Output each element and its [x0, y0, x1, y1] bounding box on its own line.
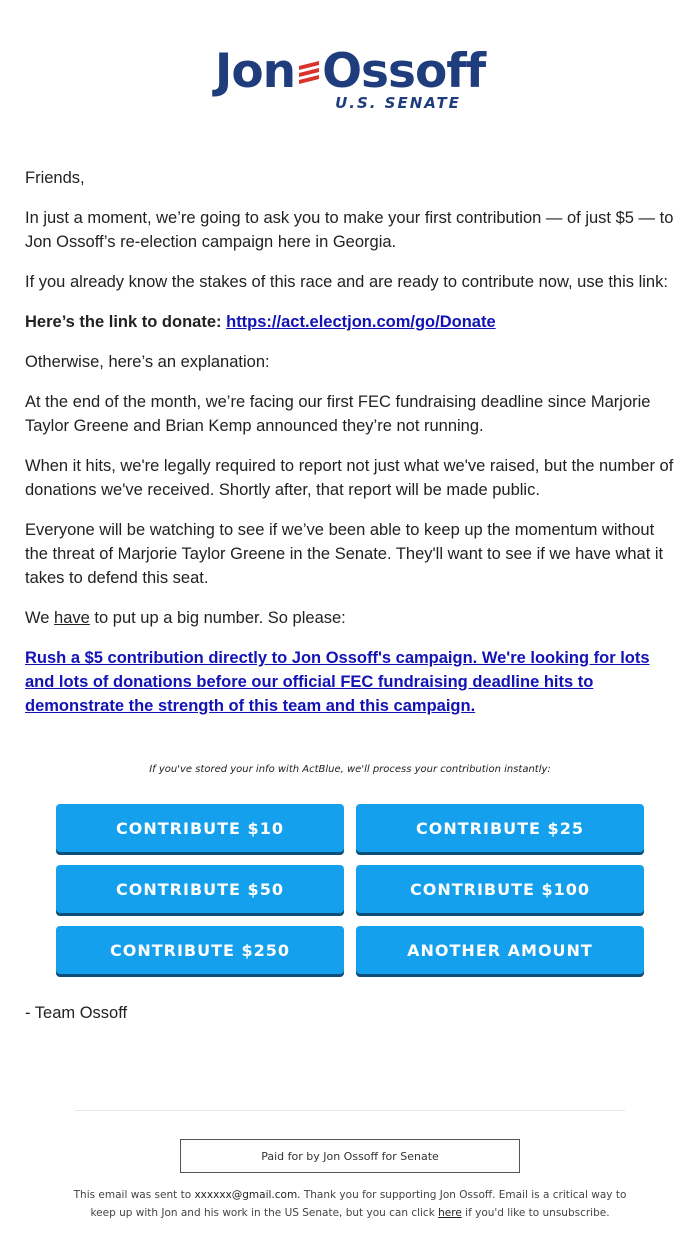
contribute-100-button[interactable]: CONTRIBUTE $100 [356, 865, 644, 913]
logo-first-name: Jon [214, 44, 296, 99]
email-body [25, 166, 677, 734]
footer-divider [75, 1110, 625, 1111]
paragraph-explanation: Otherwise, here’s an explanation: [25, 353, 270, 371]
paragraph-big-number [25, 606, 677, 630]
big-number-pre: We [25, 609, 50, 627]
contribute-250-button[interactable]: CONTRIBUTE $250 [56, 926, 344, 974]
paragraph-intro: In just a moment, we’re going to ask you to make your first contribution — of just $5 — to Jon Ossoff’s re-election campaign here in Georgia. [25, 209, 674, 251]
contribution-buttons [56, 804, 644, 974]
logo-wordmark [215, 44, 485, 100]
logo-subtitle: U.S. SENATE [335, 94, 461, 112]
rush-paragraph [25, 646, 677, 718]
donate-label: Here’s the link to donate: [25, 313, 222, 331]
paragraph-report: When it hits, we're legally required to report not just what we've raised, but the number of donations we've received. Shortly after, that report will be made public. [25, 457, 674, 499]
footer-text [70, 1186, 630, 1222]
actblue-note: If you've stored your info with ActBlue, we'll process your contribution instantly: [149, 764, 551, 775]
donate-link[interactable]: https://act.electjon.com/go/Donate [226, 313, 496, 331]
unsubscribe-link[interactable]: here [438, 1207, 462, 1219]
footer-text-mid: Thank you for supporting Jon Ossoff. Email is a critical way to keep up with Jon and his work in the US Senate, but you can click [90, 1189, 627, 1219]
contribute-25-button[interactable]: CONTRIBUTE $25 [356, 804, 644, 852]
greeting: Friends, [25, 169, 85, 187]
footer-text-pre: This email was sent to [73, 1189, 192, 1201]
campaign-logo [0, 44, 700, 112]
flag-stripes-icon [297, 57, 321, 87]
rush-contribution-link[interactable]: Rush a $5 contribution directly to Jon Ossoff's campaign. We're looking for lots and lots of donations before our official FEC fundraising deadline hits to demonstrate the strength of this team and this campaign. [25, 649, 650, 715]
footer-text-post: if you'd like to unsubscribe. [465, 1207, 610, 1219]
paragraph-momentum: Everyone will be watching to see if we’ve been able to keep up the momentum without the threat of Marjorie Taylor Greene in the Senate. They'll want to see if we have what it takes to defend this seat. [25, 521, 664, 587]
recipient-email: xxxxxx@gmail.com. [194, 1189, 301, 1201]
paid-for-disclaimer: Paid for by Jon Ossoff for Senate [180, 1139, 520, 1173]
signoff: - Team Ossoff [25, 1004, 128, 1022]
paragraph-deadline: At the end of the month, we’re facing our first FEC fundraising deadline since Marjorie Taylor Greene and Brian Kemp announced they’re not running. [25, 393, 651, 435]
another-amount-button[interactable]: ANOTHER AMOUNT [356, 926, 644, 974]
logo-last-name: Ossoff [322, 44, 486, 99]
big-number-emphasis: have [54, 609, 90, 627]
donate-line [25, 310, 677, 334]
big-number-post: to put up a big number. So please: [94, 609, 346, 627]
contribute-10-button[interactable]: CONTRIBUTE $10 [56, 804, 344, 852]
contribute-50-button[interactable]: CONTRIBUTE $50 [56, 865, 344, 913]
paragraph-ready: If you already know the stakes of this race and are ready to contribute now, use this link: [25, 273, 668, 291]
